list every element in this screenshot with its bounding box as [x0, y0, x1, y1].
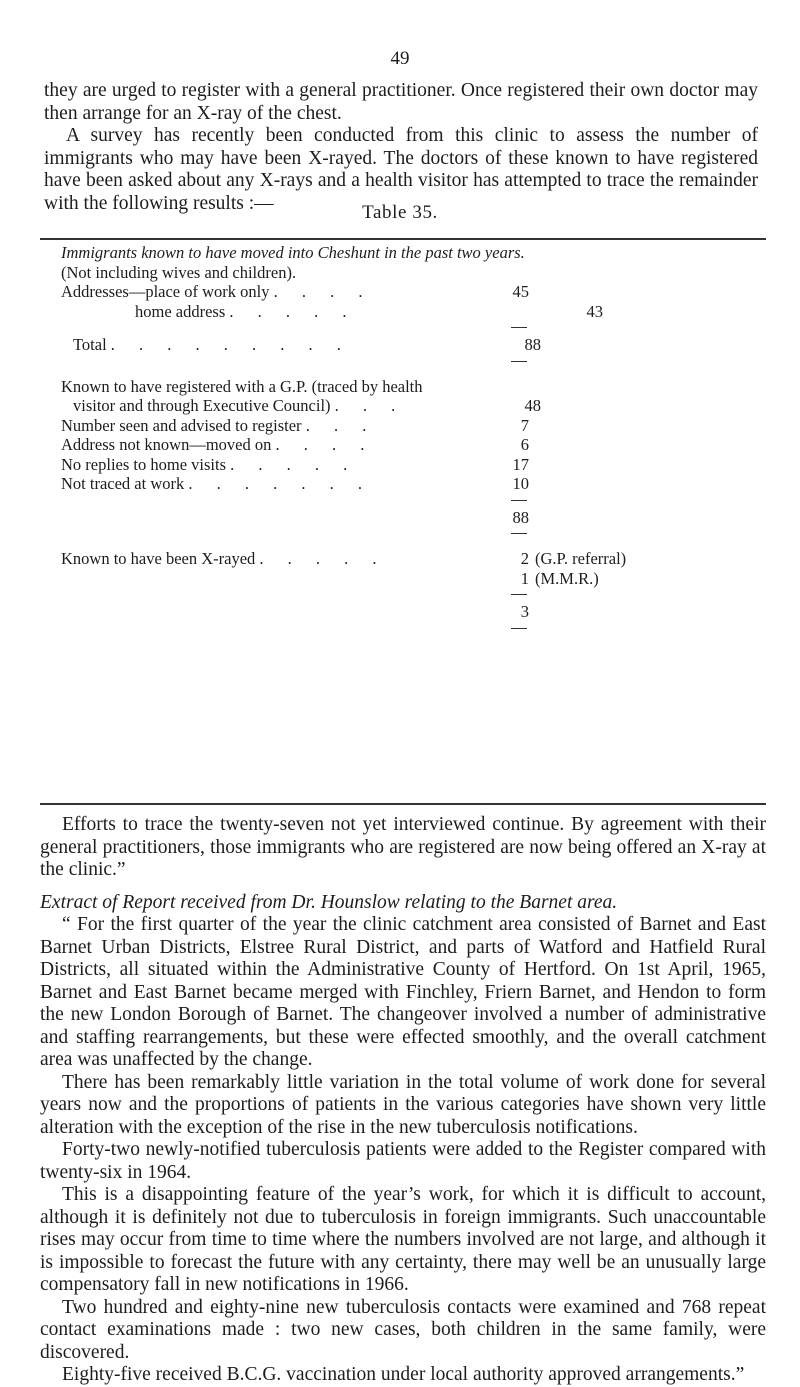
- row-value: 17: [512, 454, 529, 474]
- sum-rule: [61, 588, 741, 602]
- intro-paragraph-1: they are urged to register with a general practitioner. Once registered their own doctor may then arrange for an X-ray of the chest.: [44, 80, 758, 124]
- table-row: [61, 549, 741, 569]
- table-heading: Immigrants known to have moved into Cheshunt in the past two years.: [61, 243, 525, 262]
- row-label: Addresses—place of work only: [61, 282, 270, 301]
- table-row: [61, 302, 741, 322]
- table-subheading: (Not including wives and children).: [61, 262, 297, 282]
- table-top-rule: [40, 238, 766, 240]
- table-total-row: [61, 335, 741, 355]
- row-label: visitor and through Executive Council): [73, 396, 331, 415]
- table-row: [61, 416, 741, 436]
- body-paragraph: “ For the first quarter of the year the clinic catchment area consisted of Barnet and East Barnet Urban Districts, Elstree Rural District, and parts of Watford and Hatfield Rural Districts, all situated within the Administrative County of Hertford. On 1st April, 1965, Barnet and East Barnet became merged with Finchley, Friern Barnet, and Hendon to form the new London Borough of Barnet. The changeover involved a number of administrative and staffing rearrangements, but these were effected smoothly, and the overall catchment area was unaffected by the change.: [40, 914, 766, 1070]
- leader-dots: . . . .: [275, 435, 375, 454]
- table-row: [61, 569, 741, 589]
- leader-dots: . . .: [334, 396, 406, 415]
- table-row: [61, 282, 741, 302]
- body-paragraph: Two hundred and eighty-nine new tuberculosis contacts were examined and 768 repeat contact examinations made : two new cases, both children in the same family, were discovered.: [40, 1296, 766, 1363]
- row-note: (G.P. referral): [535, 549, 627, 568]
- row-value: 6: [520, 435, 529, 454]
- row-label: Known to have been X-rayed: [61, 549, 256, 568]
- row-value: 48: [524, 396, 541, 415]
- total-value: 88: [524, 335, 541, 354]
- total-value: 88: [512, 507, 529, 527]
- row-label: No replies to home visits: [61, 454, 226, 474]
- table-bottom-rule: [40, 803, 766, 805]
- row-note: (M.M.R.): [535, 568, 599, 588]
- table-row: [61, 396, 741, 416]
- intro-text: [44, 80, 758, 215]
- table-row: [61, 455, 741, 475]
- intro-paragraph-2: A survey has recently been conducted from this clinic to assess the number of immigrants who may have been X-rayed. The doctors of these known to have registered have been asked about any X-rays and a health visitor has attempted to trace the remainder with the following results :—: [44, 125, 758, 214]
- page-number: 49: [390, 48, 410, 69]
- row-value: 1: [520, 568, 529, 588]
- leader-dots: . . . .: [273, 282, 373, 301]
- sum-rule: [61, 622, 741, 636]
- table-row: [61, 377, 741, 397]
- body-paragraph: Efforts to trace the twenty-seven not yet interviewed continue. By agreement with their general practitioners, those immigrants who are registered are now being offered an X-ray at the clinic.”: [40, 814, 766, 880]
- table-row: [61, 474, 741, 494]
- body-text: [40, 814, 766, 1387]
- immigrants-table: [61, 243, 741, 636]
- sum-rule: [61, 527, 741, 541]
- leader-dots: . . .: [305, 415, 377, 435]
- row-label: Address not known—moved on: [61, 435, 272, 454]
- row-label: Not traced at work: [61, 474, 185, 493]
- body-paragraph: There has been remarkably little variation in the total volume of work done for several years now and the proportions of patients in the various categories have shown very little alteration with the exception of the rise in the new tuberculosis notifications.: [40, 1071, 766, 1138]
- table-row: [61, 435, 741, 455]
- table-total-row: [61, 508, 741, 528]
- body-paragraph: Forty-two newly-notified tuberculosis patients were added to the Register compared with twenty-six in 1964.: [40, 1139, 766, 1183]
- sum-rule: [61, 494, 741, 508]
- extract-heading: Extract of Report received from Dr. Hounslow relating to the Barnet area.: [40, 891, 618, 913]
- table-title: Table 35.: [362, 202, 438, 223]
- row-value: 43: [586, 301, 603, 321]
- total-label: Total: [73, 335, 107, 354]
- sum-rule: [61, 355, 741, 369]
- row-value: 7: [520, 415, 529, 435]
- body-paragraph: Eighty-five received B.C.G. vaccination under local authority approved arrangements.”: [62, 1364, 745, 1385]
- leader-dots: . . . . .: [259, 549, 387, 568]
- leader-dots: . . . . . . . . .: [110, 335, 351, 354]
- table-total-row: [61, 602, 741, 622]
- leader-dots: . . . . .: [230, 454, 358, 474]
- leader-dots: . . . . . . .: [188, 474, 372, 493]
- row-value: 2: [520, 549, 529, 568]
- total-value: 3: [520, 602, 529, 621]
- row-value: 45: [512, 282, 529, 301]
- row-label: Number seen and advised to register: [61, 415, 302, 435]
- row-label: home address: [135, 301, 226, 321]
- leader-dots: . . . . .: [229, 301, 357, 321]
- row-value: 10: [512, 474, 529, 493]
- row-label: Known to have registered with a G.P. (traced by health: [61, 376, 423, 396]
- sum-rule: [61, 321, 741, 335]
- body-paragraph: This is a disappointing feature of the year’s work, for which it is difficult to account, although it is definitely not due to tuberculosis in foreign immigrants. Such unaccountable rises may occur from time to time where the numbers involved are not large, and although it is impossible to forecast the future with any certainty, there may well be an unusually large compensatory fall in new notifications in 1966.: [40, 1184, 766, 1295]
